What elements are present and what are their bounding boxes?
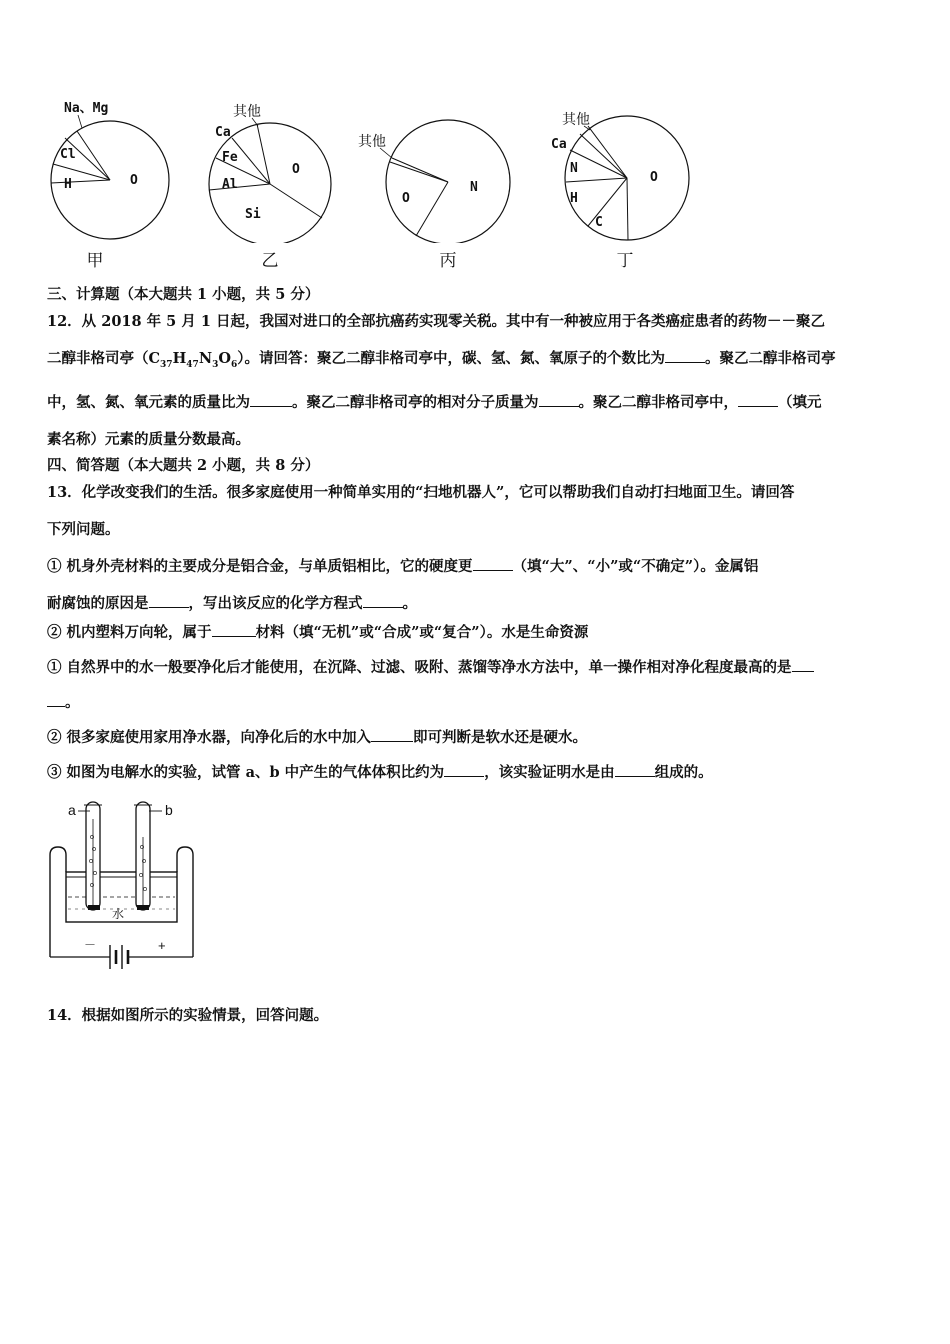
q12-text-4: 素名称）元素的质量分数最高。: [47, 430, 250, 448]
pie-bing-caption: 丙: [439, 251, 457, 271]
q12-text-2f: 。聚乙二醇非格司亭: [705, 350, 836, 367]
tank-left-wall: [50, 847, 66, 957]
battery-plus-label: +: [158, 938, 166, 953]
pie-bing-label-o: O: [402, 191, 410, 206]
pie-ding-label-c: C: [595, 215, 603, 230]
q12-text-3d: （填元: [778, 393, 822, 411]
q14-text-1: 14．根据如图所示的实验情景，回答问题。: [47, 1007, 329, 1024]
q13-text-1: 13．化学改变我们的生活。很多家庭使用一种简单实用的“扫地机器人”，它可以帮助我们自动打扫地面卫生。请回答: [47, 484, 795, 501]
element-pie-charts: [40, 98, 720, 273]
q13-blank-soap[interactable]: [371, 727, 413, 743]
pie-jia-leader-line: [78, 115, 82, 128]
pie-chart-jia: [40, 98, 200, 273]
q13-blank-purify-part1[interactable]: [792, 657, 814, 673]
q13-blank-material[interactable]: [212, 622, 256, 638]
pie-bing-label-other: 其他: [358, 134, 386, 150]
pie-ding-label-n: N: [570, 161, 578, 176]
q13-line-5: [47, 615, 907, 650]
pie-jia-caption: 甲: [86, 251, 104, 271]
q13-line-9: [47, 755, 907, 790]
pie-yi-svg: [200, 98, 370, 243]
q13-text-2: 下列问题。: [47, 521, 120, 538]
pie-ding-label-o: O: [650, 170, 658, 185]
q13-text-c2a: 。: [65, 694, 80, 711]
q13-text-a2c: 。: [402, 595, 417, 612]
section-4-heading: 四、简答题（本大题共 2 小题，共 8 分）: [47, 457, 320, 474]
q12-text-2e: ）。请回答：聚乙二醇非格司亭中，碳、氢、氮、氧原子的个数比为: [237, 350, 665, 367]
q12-sub-c: 37: [160, 359, 173, 370]
q12-blank-4[interactable]: [738, 391, 778, 407]
pie-chart-bing: [352, 98, 532, 273]
question-12: [47, 303, 907, 458]
tank-right-wall: [177, 847, 193, 957]
q12-line-4: [47, 421, 907, 458]
q13-line-2: [47, 511, 907, 548]
question-14: [47, 997, 907, 1034]
pie-jia-label-h: H: [64, 177, 72, 192]
electrolysis-apparatus-svg: [44, 797, 204, 982]
pie-yi-caption: 乙: [261, 251, 279, 271]
pie-yi-label-other: 其他: [233, 104, 261, 120]
q12-text-2a: 二醇非格司亭（C: [47, 350, 161, 367]
q12-text-3a: 中，氢、氮、氧元素的质量比为: [47, 393, 250, 411]
q13-blank-composition[interactable]: [615, 762, 655, 778]
q12-blank-2[interactable]: [250, 391, 292, 407]
pie-ding-label-h: H: [570, 191, 578, 206]
q13-text-e1a: ③ 如图为电解水的实验，试管 a、b 中产生的气体体积比约为: [47, 764, 445, 781]
battery-minus-label: －: [84, 938, 97, 952]
q13-line-7: [47, 685, 907, 720]
q13-blank-equation[interactable]: [363, 593, 403, 609]
q13-text-a2b: ，写出该反应的化学方程式: [188, 595, 363, 612]
q13-line-8: [47, 720, 907, 755]
q13-text-d1a: ② 很多家庭使用家用净水器，向净化后的水中加入: [47, 729, 372, 746]
q12-line-2: [47, 340, 907, 384]
pie-bing-label-n: N: [470, 180, 478, 195]
q12-line-3: [47, 384, 907, 421]
q13-text-a1a: ① 机身外壳材料的主要成分是铝合金，与单质铝相比，它的硬度更: [47, 558, 473, 575]
q13-text-a1b: （填“大”、“小”或“不确定”）。金属铝: [512, 558, 759, 575]
q12-text-2b: H: [172, 350, 187, 367]
q13-text-a2a: 耐腐蚀的原因是: [47, 595, 149, 612]
question-13: [47, 474, 907, 622]
q12-blank-1[interactable]: [665, 348, 705, 364]
section-3-heading: 三、计算题（本大题共 1 小题，共 5 分）: [47, 286, 320, 303]
q13-line-6: [47, 650, 907, 685]
q12-sub-h: 47: [186, 359, 199, 370]
pie-jia-label-cl: Cl: [60, 147, 76, 162]
q13-blank-hardness[interactable]: [473, 556, 513, 572]
section-3: [47, 285, 907, 305]
electrode-left: [88, 905, 100, 910]
q13-line-3: [47, 548, 907, 585]
q12-sub-n: 3: [212, 359, 219, 370]
pie-yi-label-si: Si: [245, 207, 261, 222]
pie-yi-label-ca: Ca: [215, 125, 231, 140]
q13-text-c1a: ① 自然界中的水一般要净化后才能使用，在沉降、过滤、吸附、蒸馏等净水方法中，单一操作相对净化程度最高的是: [47, 659, 792, 676]
q13-blank-ratio[interactable]: [444, 762, 484, 778]
electrolysis-apparatus-figure: [44, 797, 204, 982]
pie-yi-label-o: O: [292, 162, 300, 177]
q12-sub-o: 6: [230, 359, 238, 370]
pie-yi-label-al: Al: [222, 177, 238, 192]
pie-jia-svg: [40, 98, 200, 243]
pie-ding-caption: 丁: [616, 251, 634, 271]
q12-text-2d: O: [218, 350, 231, 367]
section-4: [47, 456, 907, 476]
q12-text-1: 12．从 2018 年 5 月 1 日起，我国对进口的全部抗癌药实现零关税。其中有一种被应用于各类癌症患者的药物－－聚乙: [47, 313, 825, 330]
q12-blank-3[interactable]: [539, 391, 579, 407]
pie-ding-label-other: 其他: [562, 112, 590, 128]
pie-ding-label-ca: Ca: [551, 137, 567, 152]
pie-bing-svg: [352, 98, 532, 243]
pie-yi-label-fe: Fe: [222, 150, 238, 165]
pie-jia-label-na-mg: Na、Mg: [64, 101, 109, 116]
q13-text-b1a: ② 机内塑料万向轮，属于: [47, 624, 212, 641]
q13-text-e1b: ，该实验证明水是由: [484, 764, 615, 781]
pie-bing-leader-line: [380, 148, 392, 158]
q12-text-3c: 。聚乙二醇非格司亭中，: [578, 393, 738, 411]
q13-blank-purify-part2[interactable]: [47, 692, 65, 708]
question-13-part-2: [47, 615, 907, 790]
pie-jia-label-o: O: [130, 173, 138, 188]
q13-blank-reason[interactable]: [149, 593, 189, 609]
water-label: 水: [112, 907, 125, 921]
q12-line-1: [47, 303, 907, 340]
q12-text-2c: N: [198, 350, 213, 367]
electrode-right: [137, 905, 149, 910]
pie-ding-svg: [540, 98, 720, 243]
q12-text-3b: 。聚乙二醇非格司亭的相对分子质量为: [292, 393, 539, 411]
q13-text-e1c: 组成的。: [654, 764, 713, 781]
pie-chart-ding: [540, 98, 720, 273]
tube-label-a: a: [68, 802, 76, 818]
q13-text-d1b: 即可判断是软水还是硬水。: [413, 729, 588, 746]
q13-line-1: [47, 474, 907, 511]
tube-label-b: b: [165, 802, 173, 818]
pie-chart-yi: [200, 98, 370, 273]
q14-line-1: [47, 997, 907, 1034]
q13-text-b1b: 材料（填“无机”或“合成”或“复合”）。水是生命资源: [255, 624, 589, 641]
